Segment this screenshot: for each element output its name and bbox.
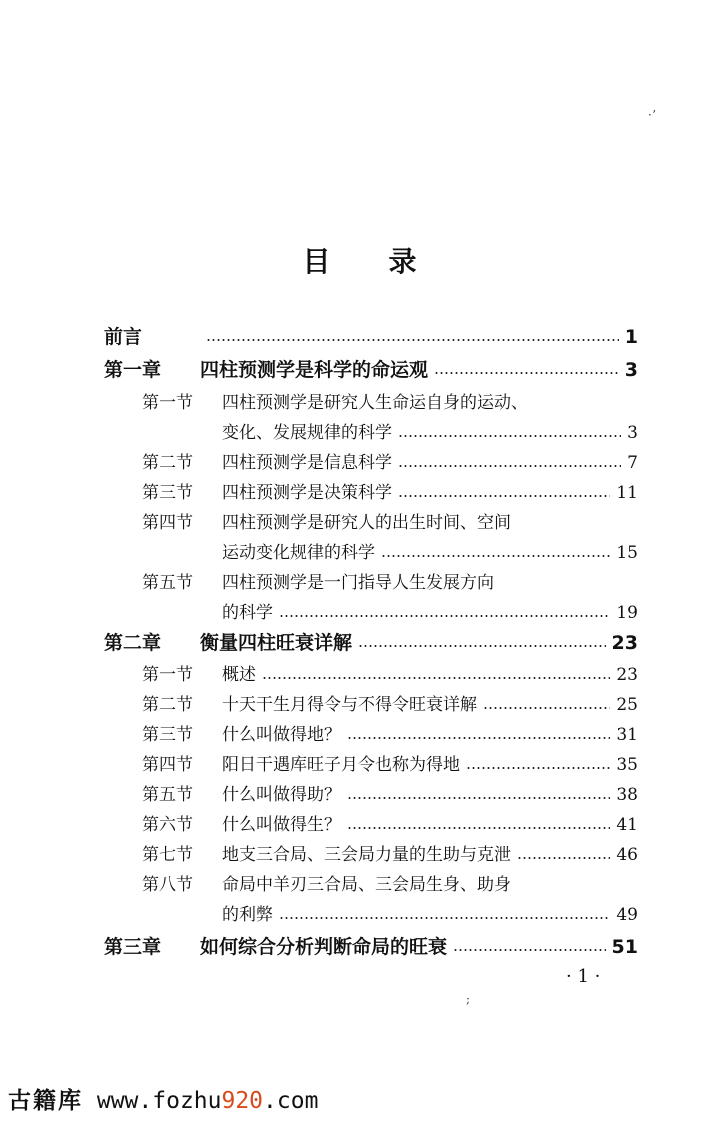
toc-continuation-row (222, 598, 638, 628)
watermark-highlight: 920 (221, 1088, 264, 1114)
dot-leader (466, 767, 610, 769)
toc-title: 四柱预测学是信息科学 (222, 453, 392, 473)
toc-label: 第三节 (142, 725, 193, 745)
toc-title: 命局中羊刃三合局、三会局生身、助身 (222, 875, 511, 895)
toc-label: 第七节 (142, 845, 193, 865)
toc-label: 第五节 (142, 785, 193, 805)
toc-title: 什么叫做得助？ (222, 785, 341, 805)
toc-page-number: 46 (616, 845, 638, 865)
toc-page-number: 3 (624, 359, 638, 381)
dot-leader (279, 615, 610, 617)
toc-chapter-row (104, 355, 638, 385)
toc-title: 什么叫做得生？ (222, 815, 341, 835)
toc-page-number: 41 (616, 815, 638, 835)
dot-leader (381, 555, 610, 557)
toc-title: 四柱预测学是决策科学 (222, 483, 392, 503)
toc-label: 第一章 (104, 359, 162, 381)
toc-label: 第四节 (142, 513, 193, 533)
toc-page-number: 49 (616, 905, 638, 925)
toc-label: 第六节 (142, 815, 193, 835)
toc-title: 如何综合分析判断命局的旺衰 (200, 936, 448, 958)
toc-title: 十天干生月得令与不得令旺衰详解 (222, 695, 477, 715)
toc-label: 第二节 (142, 695, 193, 715)
dot-leader (434, 372, 619, 374)
dot-leader (262, 677, 610, 679)
dot-leader (398, 465, 621, 467)
toc-page-number: 25 (616, 695, 638, 715)
toc-section-row (142, 690, 638, 720)
dot-leader (279, 917, 610, 919)
toc-title: 什么叫做得地？ (222, 725, 341, 745)
toc-title: 衡量四柱旺衰详解 (200, 632, 353, 654)
toc-page-number: 3 (627, 423, 638, 443)
toc-chapter-row (104, 322, 638, 352)
dot-leader (453, 949, 606, 951)
toc-page-number: 1 (624, 326, 638, 348)
dot-leader (483, 707, 610, 709)
toc-section-row (142, 780, 638, 810)
dot-leader (206, 339, 619, 341)
toc-page-number: 19 (616, 603, 638, 623)
toc-continuation-row (222, 418, 638, 448)
toc-page-number: 15 (616, 543, 638, 563)
toc-title: 的利弊 (222, 905, 273, 925)
toc-title: 地支三合局、三会局力量的生助与克泄 (222, 845, 511, 865)
toc-page-number: 38 (616, 785, 638, 805)
dot-leader (398, 435, 621, 437)
toc-continuation-row (222, 900, 638, 930)
toc-section-row (142, 660, 638, 690)
title-char-1: 目 (302, 245, 331, 278)
page-number: · 1 · (566, 966, 601, 987)
toc-label: 第三章 (104, 936, 162, 958)
toc-label: 第三节 (142, 483, 193, 503)
toc-label: 第四节 (142, 755, 193, 775)
toc-label: 第二节 (142, 453, 193, 473)
watermark-prefix: www.fozhu (96, 1088, 222, 1114)
scan-speck: ; (466, 992, 471, 1006)
toc-label: 第一节 (142, 665, 193, 685)
toc-chapter-row (104, 628, 638, 658)
toc-section-row (142, 448, 638, 478)
toc-section-row (142, 810, 638, 840)
toc-title: 四柱预测学是科学的命运观 (200, 359, 429, 381)
toc-continuation-row (222, 538, 638, 568)
dot-leader (347, 827, 610, 829)
dot-leader (517, 857, 610, 859)
dot-leader (347, 797, 610, 799)
toc-section-row (142, 568, 638, 598)
toc-section-row (142, 870, 638, 900)
dot-leader (398, 495, 610, 497)
toc-title: 的科学 (222, 603, 273, 623)
toc-title: 运动变化规律的科学 (222, 543, 375, 563)
toc-page-number: 7 (627, 453, 638, 473)
toc-section-row (142, 388, 638, 418)
toc-page-number: 23 (611, 632, 638, 654)
site-watermark (8, 1082, 318, 1115)
toc-page-number: 11 (616, 483, 638, 503)
toc-section-row (142, 840, 638, 870)
dot-leader (347, 737, 610, 739)
title-char-2: 录 (388, 245, 417, 278)
toc-section-row (142, 720, 638, 750)
watermark-cn: 古籍库 (8, 1088, 83, 1114)
toc-title: 四柱预测学是研究人生命运自身的运动、 (222, 393, 528, 413)
watermark-suffix: .com (263, 1088, 319, 1114)
toc-title: 四柱预测学是研究人的出生时间、空间 (222, 513, 511, 533)
toc-section-row (142, 508, 638, 538)
dot-leader (358, 645, 606, 647)
toc-title: 概述 (222, 665, 256, 685)
toc-label: 第八节 (142, 875, 193, 895)
toc-page-number: 31 (616, 725, 638, 745)
toc-section-row (142, 750, 638, 780)
toc-label: 第二章 (104, 632, 162, 654)
toc-page-number: 35 (616, 755, 638, 775)
toc-page-number: 51 (611, 936, 638, 958)
toc-chapter-row (104, 932, 638, 962)
scan-speck: ·ʼ (648, 108, 656, 122)
toc-label: 第一节 (142, 393, 193, 413)
toc-title: 四柱预测学是一门指导人生发展方向 (222, 573, 494, 593)
toc-section-row (142, 478, 638, 508)
toc-title: 阳日干遇库旺子月令也称为得地 (222, 755, 460, 775)
toc-label: 前言 (104, 326, 143, 348)
toc-page-number: 23 (616, 665, 638, 685)
toc-title: 变化、发展规律的科学 (222, 423, 392, 443)
toc-label: 第五节 (142, 573, 193, 593)
